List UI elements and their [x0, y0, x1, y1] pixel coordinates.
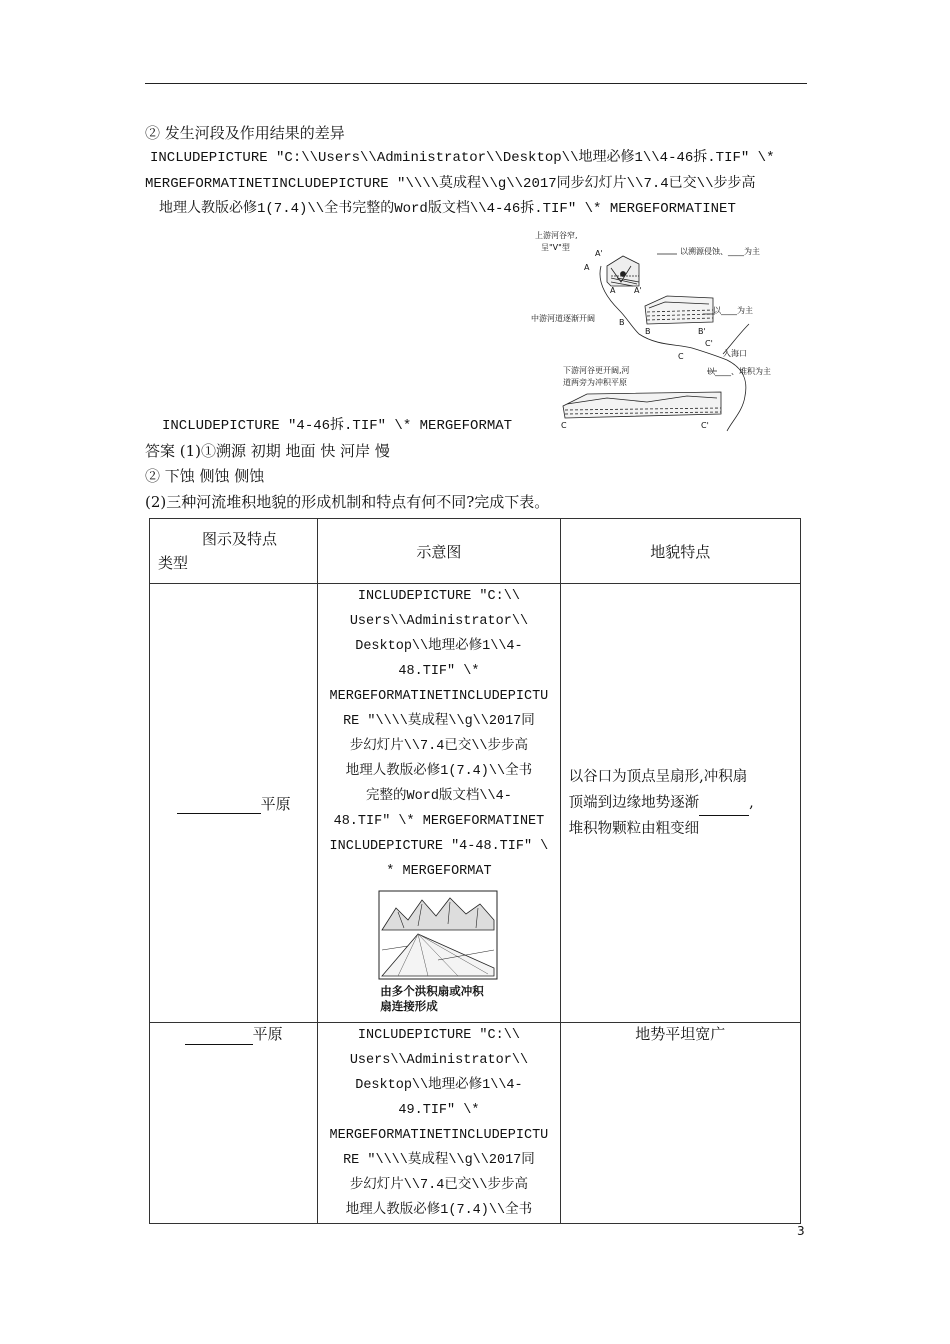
fig-A-box: A	[610, 286, 616, 295]
alluvial-fan-figure	[378, 890, 498, 980]
include-line: Users\\Administrator\\	[349, 1053, 529, 1068]
feature-cell	[560, 584, 800, 1023]
feature-cell: 地势平坦宽广	[560, 1023, 800, 1224]
diagram-cell	[318, 1023, 560, 1224]
include-line: * MERGEFORMAT	[386, 864, 492, 879]
header-feature-cell: 地貌特点	[560, 519, 800, 584]
fig-label-middle: 中游河道逐渐开阔	[531, 314, 595, 323]
fig-A2: A'	[595, 249, 603, 258]
include-line: 地理人教版必修1(7.4)\\全书	[345, 764, 533, 779]
answer-blank	[185, 1044, 253, 1045]
answer-line-1: 答案 (1)①溯源 初期 地面 快 河岸 慢	[145, 442, 390, 460]
header-bottom-label: 类型	[158, 554, 189, 572]
include-line: 步幻灯片\\7.4已交\\步步高	[349, 1178, 529, 1193]
subheading: ② 发生河段及作用结果的差异	[145, 124, 345, 142]
include-field-line: INCLUDEPICTURE "C:\\Users\\Administrator\\Desktop\\地理必修1\\4-46拆.TIF" \*	[150, 150, 775, 166]
feature-text: ,	[749, 795, 754, 811]
fig-label-3: 以____、堆积为主	[707, 367, 771, 376]
figure-caption	[380, 984, 559, 1014]
caption-line: 由多个洪积扇或冲积	[380, 984, 484, 998]
include-text-block	[318, 1023, 559, 1223]
include-field-line: 地理人教版必修1(7.4)\\全书完整的Word版文档\\4-46拆.TIF" \* MERGEFORMATINET	[159, 201, 736, 217]
table-row	[150, 584, 801, 1023]
fig-label-mouth: 入海口	[723, 349, 747, 358]
type-cell	[150, 584, 318, 1023]
include-line: Desktop\\地理必修1\\4-	[355, 639, 523, 654]
include-line: 49.TIF" \*	[398, 1103, 480, 1118]
fig-label-upper: 上游河谷窄,	[535, 231, 578, 240]
page-number: 3	[797, 1224, 805, 1238]
fig-B-box: B	[645, 327, 651, 336]
header-top-label: 图示及特点	[202, 530, 278, 548]
fig-A: A	[584, 263, 590, 272]
include-text-block	[318, 584, 559, 884]
include-line: 48.TIF" \* MERGEFORMATINET	[333, 814, 545, 829]
include-line: 完整的Word版文档\\4-	[366, 789, 512, 804]
header-type-cell	[150, 519, 318, 584]
include-line: RE "\\\\莫成程\\g\\2017同	[343, 1153, 535, 1168]
fig-C2-box: C'	[701, 421, 709, 430]
fig-label-1: 以溯源侵蚀、____为主	[680, 247, 760, 256]
include-line: Desktop\\地理必修1\\4-	[355, 1078, 523, 1093]
header-diagram-cell: 示意图	[318, 519, 560, 584]
header-rule	[145, 83, 807, 84]
feature-line: 以谷口为顶点呈扇形,冲积扇	[568, 769, 748, 785]
fig-label-lower2: 道两旁为冲积平原	[563, 378, 627, 387]
landform-table	[149, 518, 801, 1224]
answer-blank	[177, 813, 261, 814]
table-row	[150, 1023, 801, 1224]
fig-A2-box: A'	[634, 286, 642, 295]
include-field-line: INCLUDEPICTURE "4-46拆.TIF" \* MERGEFORMAT	[162, 418, 513, 434]
include-line: 步幻灯片\\7.4已交\\步步高	[349, 739, 529, 754]
answer-blank	[699, 815, 749, 816]
include-line: RE "\\\\莫成程\\g\\2017同	[343, 714, 535, 729]
caption-line: 扇连接形成	[380, 999, 438, 1013]
table-header-row	[150, 519, 801, 584]
question-2: (2)三种河流堆积地貌的形成机制和特点有何不同?完成下表。	[145, 493, 550, 511]
feature-line	[569, 790, 792, 816]
include-line: INCLUDEPICTURE "C:\\	[357, 589, 520, 604]
include-line: MERGEFORMATINETINCLUDEPICTU	[329, 689, 549, 704]
fig-C-box: C	[561, 421, 567, 430]
type-suffix: 平原	[260, 794, 291, 813]
fig-C: C	[678, 352, 684, 361]
fig-label-upper2: 呈"V"型	[541, 243, 570, 252]
include-line: Users\\Administrator\\	[349, 614, 529, 629]
feature-line: 堆积物颗粒由粗变细	[568, 821, 700, 837]
type-cell	[150, 1023, 318, 1224]
include-line: 地理人教版必修1(7.4)\\全书	[345, 1203, 533, 1218]
include-line: INCLUDEPICTURE "C:\\	[357, 1028, 520, 1043]
include-line: INCLUDEPICTURE "4-48.TIF" \	[329, 839, 549, 854]
diagram-cell	[318, 584, 560, 1023]
include-line: 48.TIF" \*	[398, 664, 480, 679]
include-field-line: MERGEFORMATINETINCLUDEPICTURE "\\\\莫成程\\g\\2017同步幻灯片\\7.4已交\\步步高	[145, 176, 756, 192]
fig-B: B	[619, 318, 625, 327]
fig-B2-box: B'	[698, 327, 706, 336]
fig-label-2: 以____为主	[713, 306, 753, 315]
answer-line-2: ② 下蚀 侧蚀 侧蚀	[145, 467, 265, 485]
type-suffix: 平原	[252, 1025, 283, 1043]
fig-C2: C'	[705, 339, 713, 348]
feature-text: 顶端到边缘地势逐渐	[568, 795, 700, 811]
include-line: MERGEFORMATINETINCLUDEPICTU	[329, 1128, 549, 1143]
river-section-figure	[527, 226, 797, 434]
fig-label-lower: 下游河谷更开阔,河	[563, 366, 630, 375]
